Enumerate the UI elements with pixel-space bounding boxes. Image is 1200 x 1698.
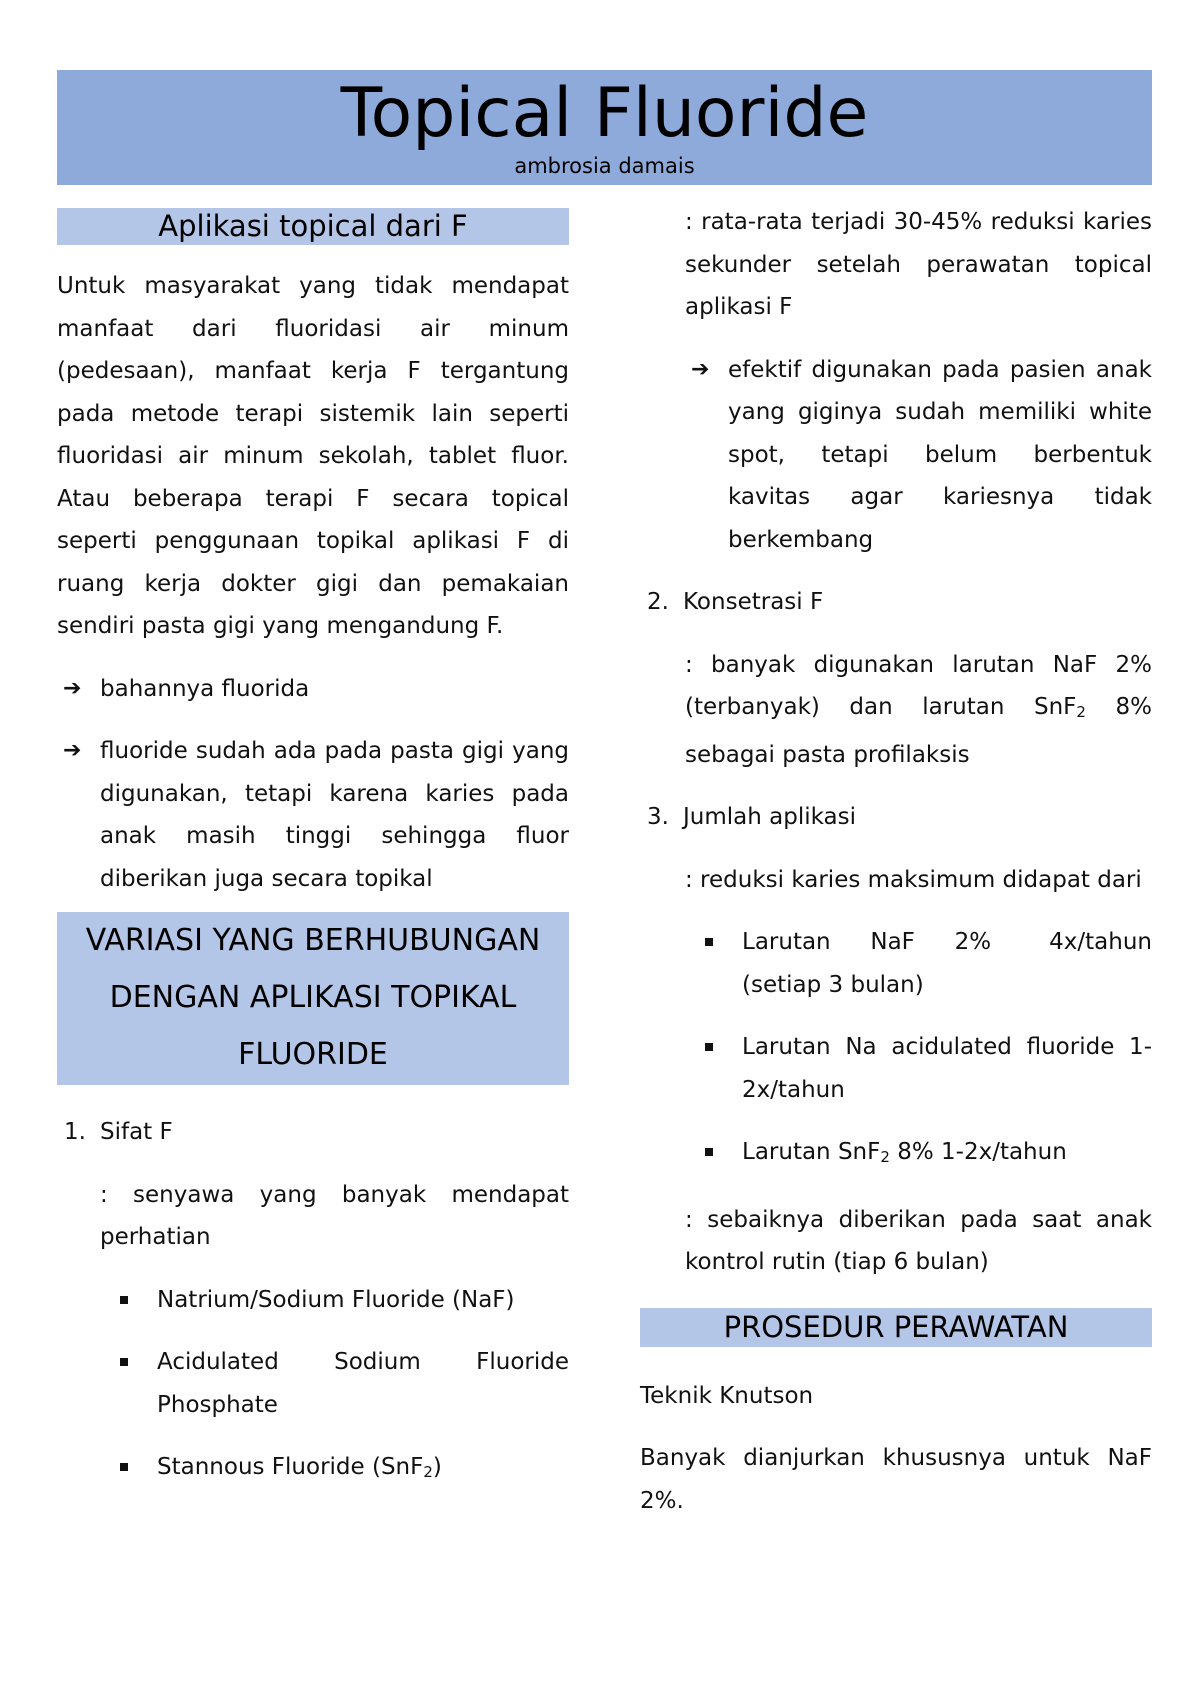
square-bullet-icon [100, 1446, 157, 1494]
list-item [57, 1341, 569, 1426]
list-item-text: bahannya fluorida [100, 675, 310, 702]
list-item-text: Natrium/Sodium Fluoride (NaF) [157, 1286, 515, 1313]
right-arrow-icon: ➔ [63, 738, 82, 763]
list-item [640, 349, 1152, 562]
list-item-text: Acidulated Sodium Fluoride Phosphate [157, 1349, 569, 1418]
square-bullet-icon [100, 1341, 157, 1426]
item-title: Sifat F [100, 1119, 173, 1145]
list-item-text: Larutan NaF 2% 4x/tahun (setiap 3 bulan) [742, 929, 1152, 998]
square-bullet-icon [685, 1131, 742, 1179]
list-item [57, 1279, 569, 1322]
intro-paragraph: Untuk masyarakat yang tidak mendapat manfaat dari fluoridasi air minum (pedesaan), manfaat kerja F tergantung pada metode terapi sistemik lain seperti fluoridasi air minum sekolah, tablet fluor. Atau beberapa terapi F secara topical seperti penggunaan topikal aplikasi F di ruang kerja dokter gigi dan pemakaian sendiri pasta gigi yang mengandung F. [57, 273, 569, 639]
item-number: 1. [64, 1119, 86, 1145]
list-item-text: fluoride sudah ada pada pasta gigi yang digunakan, tetapi karena karies pada anak masih tinggi sehingga fluor diberikan juga secara topikal [100, 738, 569, 892]
item-note: : sebaiknya diberikan pada saat anak kontrol rutin (tiap 6 bulan) [685, 1206, 1152, 1275]
item-number: 3. [647, 804, 669, 830]
section-heading-aplikasi: Aplikasi topical dari F [57, 208, 569, 245]
technique-name: Teknik Knutson [640, 1382, 814, 1409]
square-bullet-icon [685, 1026, 742, 1111]
square-bullet-icon [100, 1279, 157, 1322]
list-item [57, 730, 569, 900]
list-item-text: efektif digunakan pada pasien anak yang giginya sudah memiliki white spot, tetapi belum berbentuk kavitas agar kariesnya tidak berkembang [728, 356, 1152, 553]
item-description: : senyawa yang banyak mendapat perhatian [100, 1181, 569, 1250]
list-item-text: Stannous Fluoride (SnF$_2$) [157, 1454, 442, 1481]
numbered-item [640, 581, 1152, 624]
item-description: : rata-rata terjadi 30-45% reduksi karies sekunder setelah perawatan topical aplikasi F [685, 209, 1152, 320]
right-arrow-icon: ➔ [691, 356, 710, 382]
right-arrow-icon: ➔ [63, 675, 82, 701]
left-column [57, 208, 569, 1494]
section-heading-prosedur: PROSEDUR PERAWATAN [640, 1308, 1152, 1347]
list-item [640, 921, 1152, 1006]
numbered-item [57, 1111, 569, 1154]
numbered-item [640, 796, 1152, 839]
item-title: Konsetrasi F [683, 589, 824, 615]
item-title: Jumlah aplikasi [683, 804, 856, 830]
author-name: ambrosia damais [514, 154, 695, 178]
list-item [640, 1026, 1152, 1111]
list-item [640, 1131, 1152, 1179]
list-item-text: Larutan Na acidulated fluoride 1-2x/tahun [742, 1034, 1152, 1103]
item-description: : reduksi karies maksimum didapat dari [685, 866, 1142, 893]
technique-description: Banyak dianjurkan khususnya untuk NaF 2%. [640, 1445, 1152, 1514]
item-description: : banyak digunakan larutan NaF 2% (terbanyak) dan larutan SnF$_2$ 8% sebagai pasta profilaksis [685, 651, 1152, 768]
section-heading-variasi: VARIASI YANG BERHUBUNGAN DENGAN APLIKASI TOPIKAL FLUORIDE [57, 912, 569, 1085]
list-item [57, 1446, 569, 1494]
title-banner [57, 70, 1152, 185]
list-item-text: Larutan SnF$_2$ 8% 1-2x/tahun [742, 1139, 1067, 1166]
list-item [57, 668, 569, 711]
square-bullet-icon [685, 921, 742, 1006]
right-column [640, 201, 1152, 1522]
item-number: 2. [647, 589, 669, 615]
document-title: Topical Fluoride [340, 74, 869, 153]
